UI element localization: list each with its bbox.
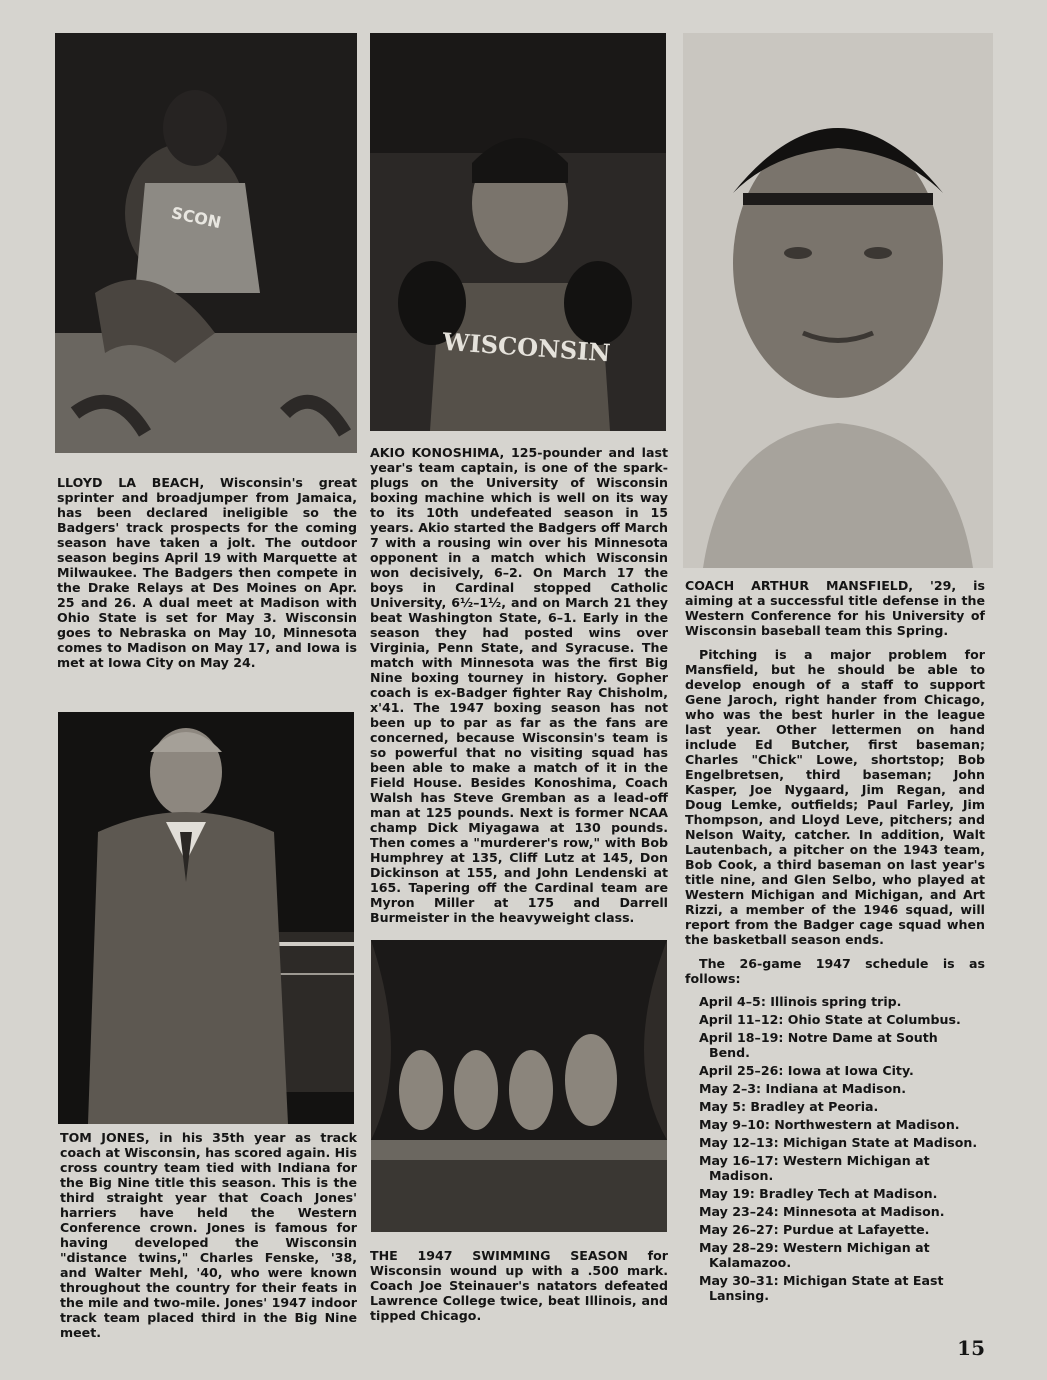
schedule-item: May 5: Bradley at Peoria. — [699, 1099, 879, 1114]
mansfield-caption-lead: COACH ARTHUR MANSFIELD, '29, — [685, 578, 957, 593]
schedule-item: April 18–19: Notre Dame at South Bend. — [699, 1030, 938, 1060]
swimming-caption — [370, 1248, 668, 1332]
schedule-item: April 4–5: Illinois spring trip. — [699, 994, 902, 1009]
konoshima-caption — [370, 445, 668, 934]
schedule-item: May 16–17: Western Michigan at Madison. — [699, 1153, 930, 1183]
jones-caption-body: in his 35th year as track coach at Wisconsin, has scored again. His cross country team tied with Indiana for the Big Nine title this season. This is the third straight year that Coach Jones' harriers have held the Western Conference crown. Jones is famous for having developed the Wisconsin "distance twins," Charles Fenske, '38, and Walter Mehl, '40, who were known throughout the country for their feats in the mile and two-mile. Jones' 1947 indoor track team placed third in the Big Nine meet. — [60, 1130, 357, 1340]
labeach-caption-body: Wisconsin's great sprinter and broadjumper from Jamaica, has been declared ineligible so the Badgers' track prospects for the coming season have taken a jolt. The outdoor season begins April 19 with Marquette at Milwaukee. The Badgers then compete in the Drake Relays at Des Moines on Apr. 25 and 26. A dual meet at Madison with Ohio State is set for May 3. Wisconsin goes to Nebraska on May 10, Minnesota comes to Madison on May 17, and Iowa is met at Iowa City on May 24. — [57, 475, 357, 670]
jones-caption-lead: TOM JONES, — [60, 1130, 150, 1145]
labeach-caption-lead: LLOYD LA BEACH, — [57, 475, 205, 490]
schedule-item: May 30–31: Michigan State at East Lansing. — [699, 1273, 944, 1303]
schedule-item: May 12–13: Michigan State at Madison. — [699, 1135, 978, 1150]
konoshima-caption-body: 125-pounder and last year's team captain, is one of the spark-plugs on the University of Wisconsin boxing machine which is well on its way to its 10th undefeated season in 15 years. Akio started the Badgers off March 7 with a rousing win over his Minnesota opponent in a match which Wisconsin won decisively, 6–2. On March 17 the boys in Cardinal stopped Catholic University, 6½–1½, and on March 21 they beat Washington State, 6–1. Early in the season they had posted wins over Virginia, Penn State, and Syracuse. The match with Minnesota was the first Big Nine boxing tourney in history. Gopher coach is ex-Badger fighter Ray Chisholm, x'41. The 1947 boxing season has not been up to par as far as the fans are concerned, because Wisconsin's team is so powerful that no visiting squad has been able to make a match of it in the Field House. Besides Konoshima, Coach Walsh has Steve Gremban as a lead-off man at 125 pounds. Next is former NCAA champ Dick Miyagawa at 130 pounds. Then comes a "murderer's row," with Bob Humphrey at 135, Cliff Lutz at 145, Don Dickinson at 155, and John Lendenski at 165. Tapering off the Cardinal team are Myron Miller at 175 and Darrell Burmeister in the heavyweight class. — [370, 445, 668, 925]
schedule-item: May 28–29: Western Michigan at Kalamazoo. — [699, 1240, 930, 1270]
schedule-item: April 25–26: Iowa at Iowa City. — [699, 1063, 914, 1078]
swimming-caption-lead: THE 1947 SWIMMING SEASON — [370, 1248, 628, 1263]
schedule-item: May 9–10: Northwestern at Madison. — [699, 1117, 960, 1132]
jones-photo — [58, 712, 354, 1124]
labeach-photo — [55, 33, 357, 453]
konoshima-caption-lead: AKIO KONOSHIMA, — [370, 445, 505, 460]
jones-caption — [60, 1130, 357, 1349]
mansfield-photo — [683, 33, 993, 568]
swimming-caption-body: for Wisconsin wound up with a .500 mark. Coach Joe Steinauer's natators defeated Lawrence College twice, beat Illinois, and tipped Chicago. — [370, 1248, 668, 1323]
schedule-item: April 11–12: Ohio State at Columbus. — [699, 1012, 961, 1027]
labeach-caption — [57, 475, 357, 679]
mansfield-caption-p3: The 26-game 1947 schedule is as follows: — [685, 956, 985, 986]
schedule-item: May 23–24: Minnesota at Madison. — [699, 1204, 945, 1219]
boxer-jersey-lettering: WISCONSIN — [441, 326, 612, 368]
mansfield-caption-body: is aiming at a successful title defense in the Western Conference for his University of Wisconsin baseball team this Spring. — [685, 578, 985, 638]
mansfield-caption-p2: Pitching is a major problem for Mansfield, but he should be able to develop enough of a staff to support Gene Jaroch, right hander from Chicago, who was the best hurler in the league last year. Other lettermen on hand include Ed Butcher, first baseman; Charles "Chick" Lowe, shortstop; Bob Engelbretsen, third baseman; John Kasper, Joe Nygaard, Jim Regan, and Doug Lemke, outfields; Paul Farley, Jim Thompson, and Lloyd Leve, pitchers; and Nelson Waity, catcher. In addition, Walt Lautenbach, a pitcher on the 1943 team, Bob Cook, a third baseman on last year's title nine, and Glen Selbo, who played at Western Michigan and Michigan, and Art Rizzi, a member of the 1946 squad, will report from the Badger cage squad when the basketball season ends. — [685, 647, 985, 947]
schedule-item: May 26–27: Purdue at Lafayette. — [699, 1222, 930, 1237]
konoshima-photo — [370, 33, 666, 431]
baseball-schedule — [699, 994, 981, 1306]
schedule-item: May 2–3: Indiana at Madison. — [699, 1081, 906, 1096]
schedule-item: May 19: Bradley Tech at Madison. — [699, 1186, 938, 1201]
mansfield-caption — [685, 578, 985, 995]
labeach-jersey-lettering: SCON — [169, 203, 223, 233]
swimming-photo — [371, 940, 667, 1232]
page-number: 15 — [957, 1336, 985, 1360]
